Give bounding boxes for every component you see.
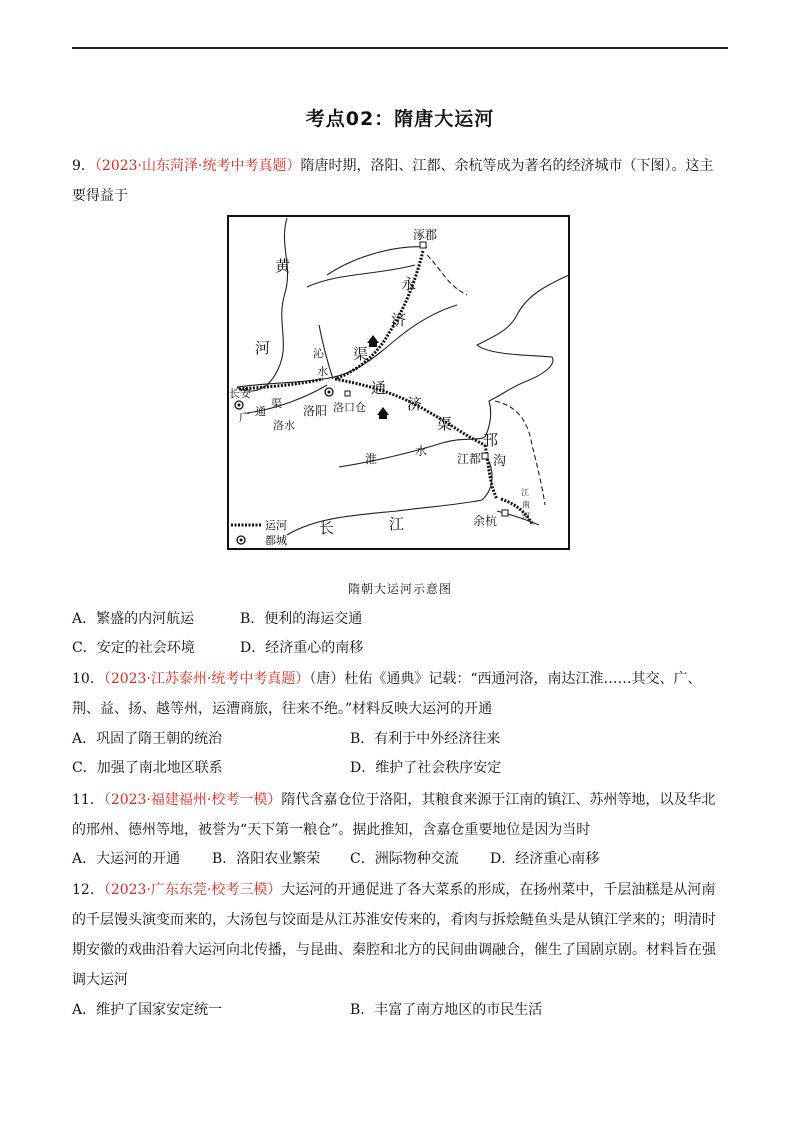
question-source: （2023·山东菏泽·统考中考真题） [94, 158, 301, 174]
option-c[interactable]: C．洲际物种交流 [350, 851, 459, 867]
map-caption: 隋朝大运河示意图 [347, 582, 452, 596]
question-10 [72, 664, 732, 724]
question-11-line-1 [72, 785, 732, 815]
question-12-line-2: 的千层馒头演变而来的，大汤包与饺面是从江苏淮安传来的，肴肉与拆烩鲢鱼头是从镇江学来的；明清时 [72, 912, 716, 928]
yuhang-marker [502, 510, 508, 516]
option-d[interactable]: D．经济重心南移 [490, 851, 600, 867]
zhuojun-marker [420, 242, 426, 248]
option-a[interactable]: A．维护了国家安定统一 [72, 1002, 223, 1018]
label-nan-small: 南 [522, 500, 530, 509]
question-source: （2023·广东东莞·校考三模） [103, 882, 282, 898]
label-jiangdu: 江都 [457, 452, 482, 466]
label-he: 河 [255, 339, 271, 357]
option-d[interactable]: D．维护了社会秩序安定 [350, 760, 502, 776]
label-qu3: 渠 [437, 415, 453, 433]
label-yong: 永 [401, 275, 417, 293]
option-b[interactable]: B．有利于中外经济往来 [350, 731, 501, 747]
question-text: （唐）杜佑《通典》记载：“西通河洛，南达江淮……其交、广、 [309, 671, 702, 687]
question-number: 12． [72, 882, 104, 898]
question-12 [72, 875, 732, 995]
option-b[interactable]: B．便利的海运交通 [240, 611, 363, 627]
label-gou: 沟 [493, 454, 507, 469]
label-huai: 淮 [365, 452, 378, 466]
label-ji1: 济 [391, 311, 407, 329]
question-text: 大运河的开通促进了各大菜系的形成，在扬州菜中，千层油糕是从河南 [281, 882, 716, 898]
label-ji2: 济 [407, 395, 423, 413]
question-number: 10． [72, 671, 104, 687]
question-number: 11． [72, 792, 104, 808]
header-rule [72, 47, 728, 49]
question-11-line-2: 的邢州、德州等地，被誉为“天下第一粮仓”。据此推知，含嘉仓重要地位是因为当时 [72, 822, 591, 838]
option-d[interactable]: D．经济重心的南移 [240, 640, 364, 656]
question-10-options-row-2 [72, 756, 732, 780]
question-12-line-3: 期安徽的戏曲沿着大运河向北传播，与昆曲、秦腔和北方的民间曲调融合，催生了国剧京剧。材料旨在强 [72, 942, 716, 958]
option-c[interactable]: C．加强了南北地区联系 [72, 760, 223, 776]
label-qu2: 渠 [271, 397, 282, 410]
legend-canal-label: 运河 [265, 519, 287, 532]
label-yuhang: 余杭 [473, 514, 498, 528]
label-luoyang: 洛阳 [303, 404, 328, 418]
jiangdu-marker [482, 453, 488, 459]
question-9-line-1 [72, 151, 732, 181]
label-jiang: 江 [389, 515, 405, 533]
legend-capital-label: 都城 [265, 534, 287, 547]
question-text: 隋代含嘉仓位于洛阳，其粮食来源于江南的镇江、苏州等地，以及华北 [281, 792, 716, 808]
label-jiang-small: 江 [521, 488, 529, 497]
label-tong1: 通 [255, 405, 266, 418]
option-b[interactable]: B．丰富了南方地区的市民生活 [350, 1002, 543, 1018]
question-source: （2023·福建福州·校考一模） [103, 792, 282, 808]
question-11-options-row [72, 847, 732, 871]
label-qin: 沁 [313, 347, 324, 360]
option-a[interactable]: A．大运河的开通 [72, 851, 181, 867]
question-11 [72, 785, 732, 845]
question-9-options-row-2 [72, 636, 732, 660]
luokoucang-marker [345, 391, 350, 396]
option-a[interactable]: A．繁盛的内河航运 [72, 611, 195, 627]
question-9 [72, 151, 732, 211]
question-9-line-2: 要得益于 [72, 188, 128, 204]
label-tong2: 通 [371, 379, 387, 397]
question-12-line-4: 调大运河 [72, 972, 128, 988]
option-c[interactable]: C．安定的社会环境 [72, 640, 195, 656]
label-shui1: 水 [317, 365, 328, 378]
question-12-options-row [72, 998, 732, 1022]
question-9-options-row-1 [72, 607, 732, 631]
label-he-small: 河 [522, 512, 530, 521]
question-source: （2023·江苏泰州·统考中考真题） [103, 671, 310, 687]
question-text: 隋唐时期，洛阳、江都、余杭等成为著名的经济城市（下图）。这主 [300, 158, 714, 174]
label-shui2: 水 [415, 444, 428, 458]
grand-canal-map [227, 215, 570, 550]
luoyang-marker-dot [328, 391, 331, 394]
label-han: 邗 [483, 431, 499, 449]
question-10-line-1 [72, 664, 732, 694]
label-luoshui: 洛水 [273, 419, 295, 432]
changan-marker-dot [238, 404, 241, 407]
question-number: 9． [72, 158, 95, 174]
label-huang: 黄 [275, 257, 291, 275]
label-luokoucang: 洛口仓 [333, 401, 366, 414]
question-10-line-2: 荆、益、扬、越等州，运漕商旅，往来不绝。”材料反映大运河的开通 [72, 701, 493, 717]
question-10-options-row-1 [72, 727, 732, 751]
question-12-line-1 [72, 875, 732, 905]
option-a[interactable]: A．巩固了隋王朝的统治 [72, 731, 223, 747]
option-b[interactable]: B．洛阳农业繁荣 [212, 851, 321, 867]
label-guang: 广 [239, 411, 250, 424]
label-changan: 长安 [229, 387, 251, 400]
label-chang: 长 [319, 519, 335, 537]
label-qu1: 渠 [353, 345, 369, 363]
label-zhuojun: 涿郡 [413, 228, 438, 242]
page-title: 考点02：隋唐大运河 [305, 108, 495, 130]
legend-capital-marker-dot [240, 539, 243, 542]
